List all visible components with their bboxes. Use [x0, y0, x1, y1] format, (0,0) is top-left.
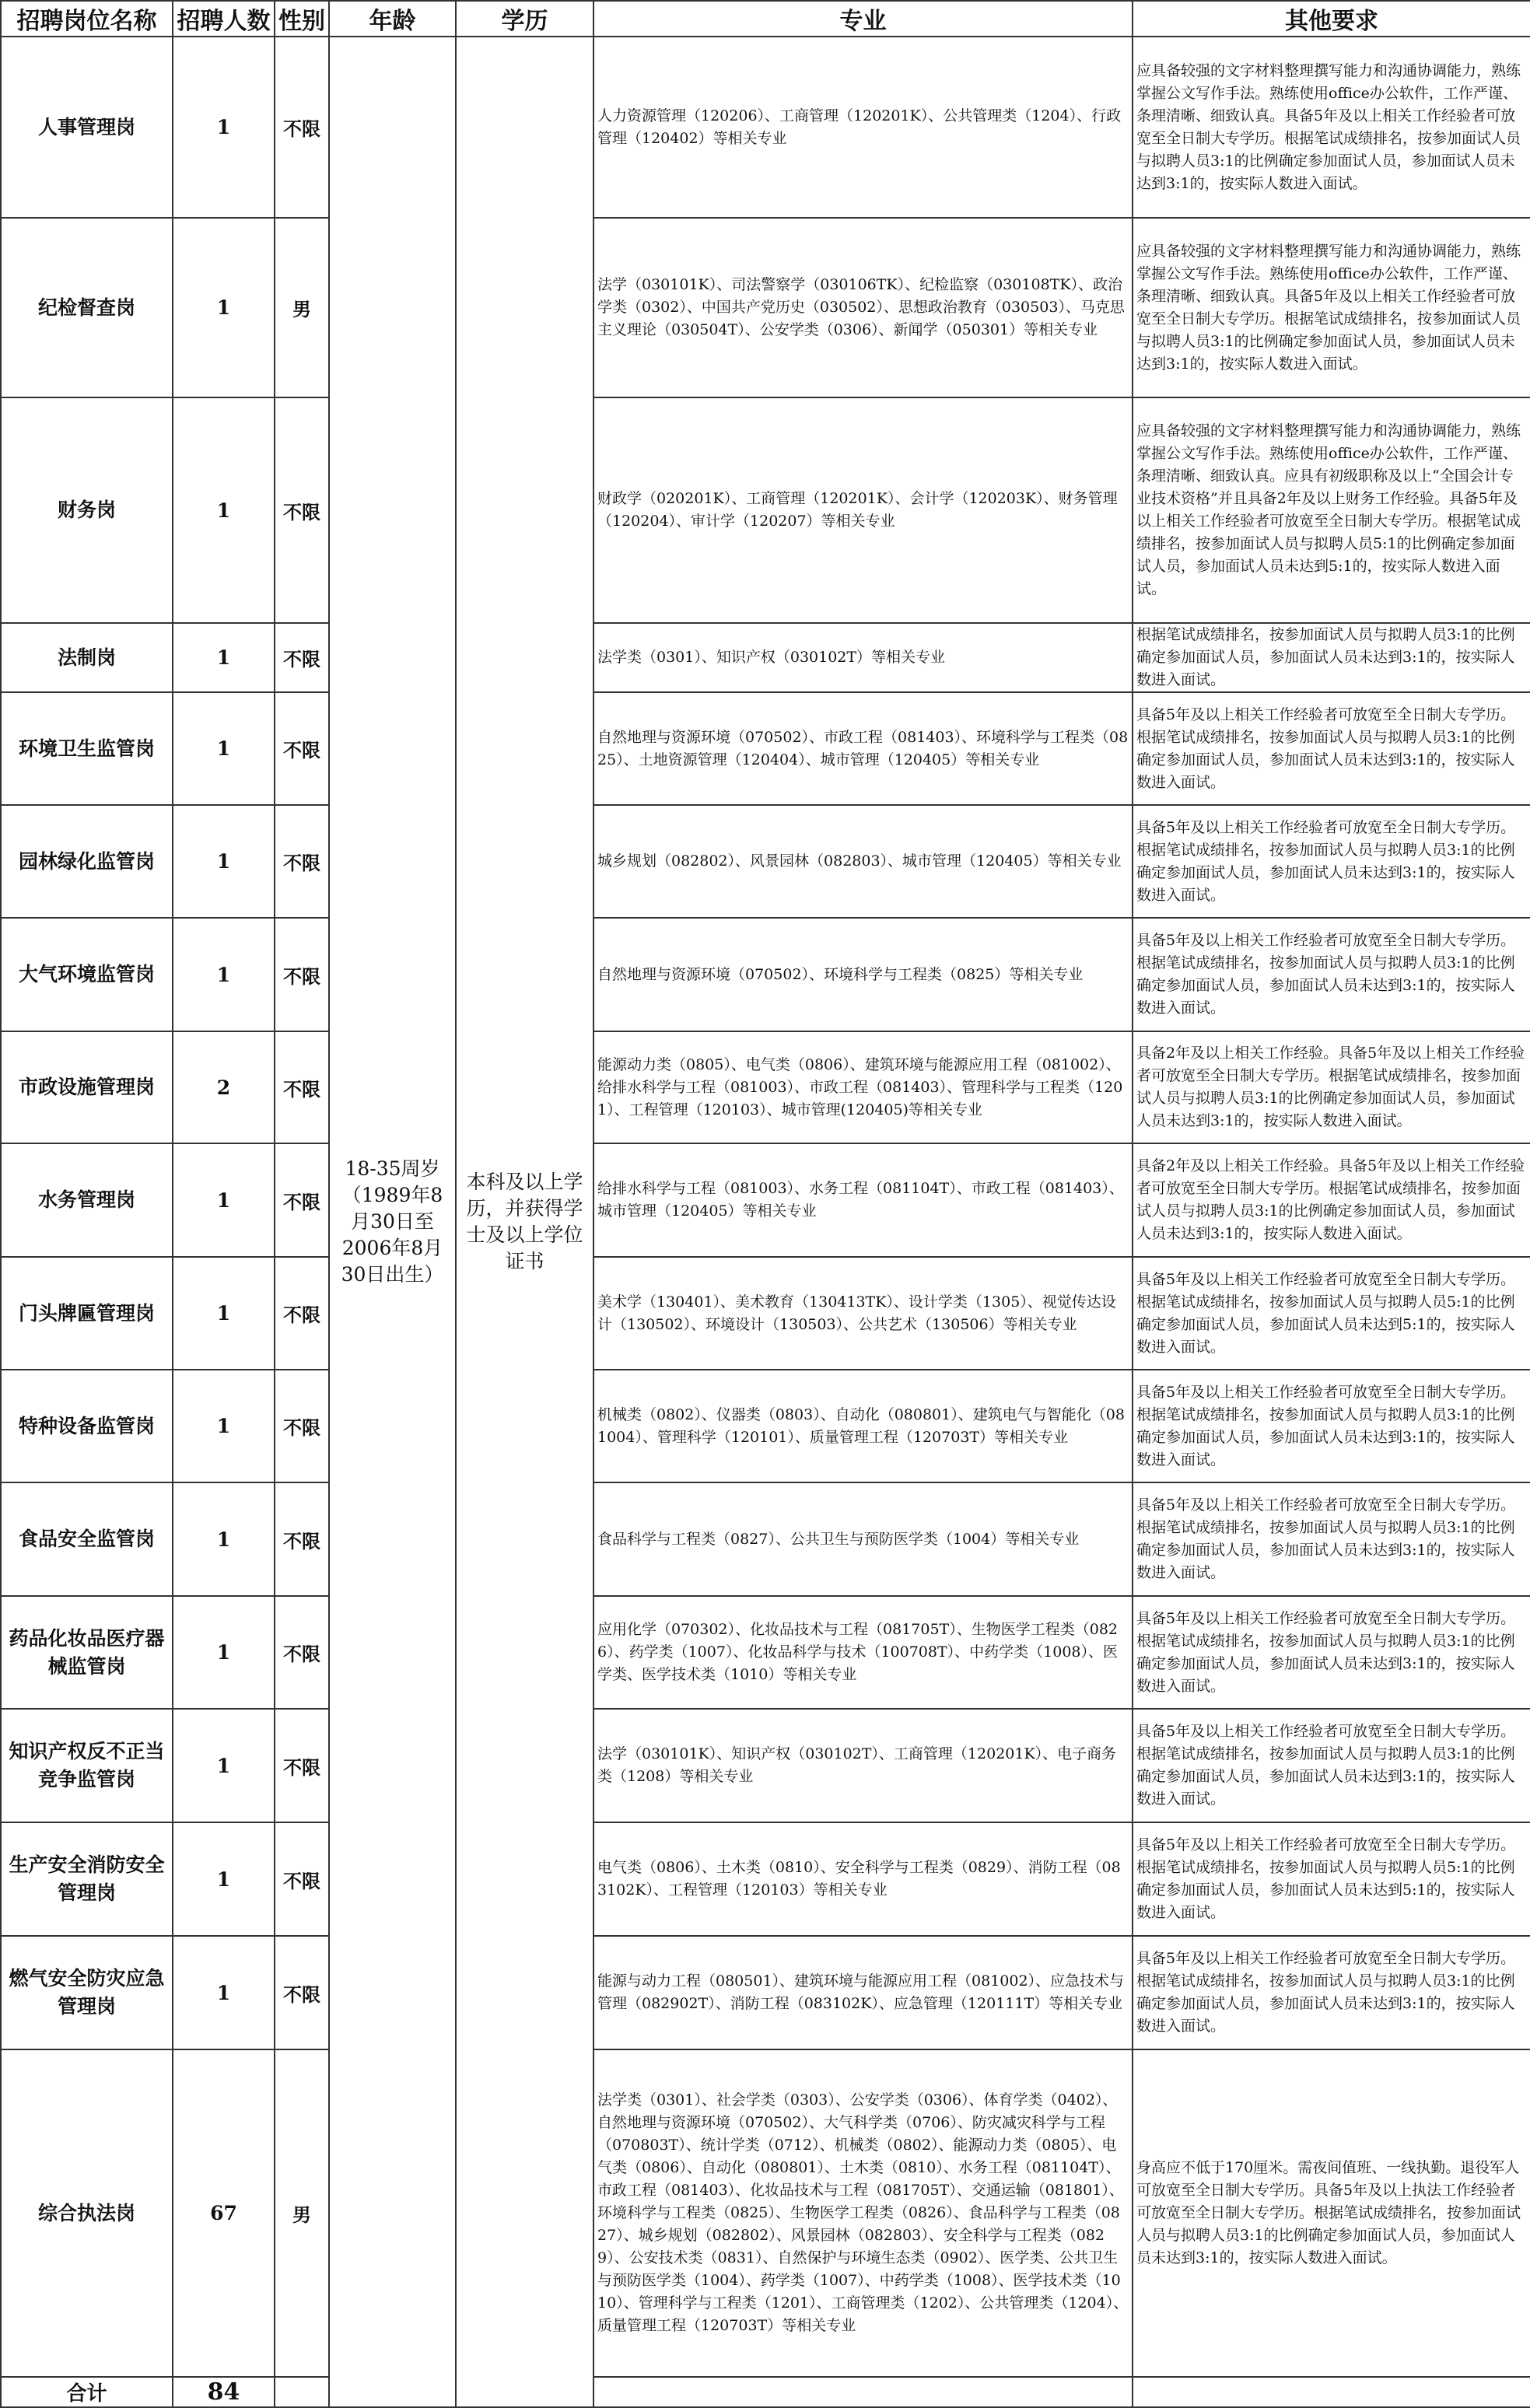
major-requirement: 法学类（0301）、知识产权（030102T）等相关专业: [593, 623, 1133, 692]
other-requirements: 具备2年及以上相关工作经验。具备5年及以上相关工作经验者可放宽至全日制大专学历。根据笔试成绩排名，按参加面试人员与拟聘人员3:1的比例确定参加面试人员，参加面试人员未达到3:1的，按实际人数进入面试。: [1133, 1031, 1530, 1143]
position-name: 知识产权反不正当竞争监管岗: [1, 1709, 173, 1822]
headcount: 1: [173, 1936, 275, 2049]
table-row: [1, 1257, 1530, 1370]
age-requirement: 18-35周岁（1989年8月30日至2006年8月30日出生）: [329, 37, 456, 2407]
position-name: 食品安全监管岗: [1, 1482, 173, 1596]
header-other-requirements: 其他要求: [1133, 1, 1530, 37]
gender: 不限: [275, 1822, 329, 1936]
other-requirements: 具备5年及以上相关工作经验者可放宽至全日制大专学历。根据笔试成绩排名，按参加面试人员与拟聘人员5:1的比例确定参加面试人员，参加面试人员未达到5:1的，按实际人数进入面试。: [1133, 1257, 1530, 1370]
gender: 不限: [275, 1370, 329, 1482]
major-requirement: 自然地理与资源环境（070502）、市政工程（081403）、环境科学与工程类（0825）、土地资源管理（120404）、城市管理（120405）等相关专业: [593, 692, 1133, 805]
position-name: 药品化妆品医疗器械监管岗: [1, 1596, 173, 1709]
gender: 不限: [275, 1031, 329, 1143]
gender: 男: [275, 218, 329, 397]
other-requirements: 具备5年及以上相关工作经验者可放宽至全日制大专学历。根据笔试成绩排名，按参加面试人员与拟聘人员3:1的比例确定参加面试人员，参加面试人员未达到3:1的，按实际人数进入面试。: [1133, 918, 1530, 1031]
total-major-empty: [593, 2377, 1133, 2407]
gender: 男: [275, 2049, 329, 2377]
table-row: [1, 805, 1530, 918]
total-value: 84: [173, 2377, 275, 2407]
headcount: 2: [173, 1031, 275, 1143]
other-requirements: 具备5年及以上相关工作经验者可放宽至全日制大专学历。根据笔试成绩排名，按参加面试人员与拟聘人员3:1的比例确定参加面试人员，参加面试人员未达到3:1的，按实际人数进入面试。: [1133, 1709, 1530, 1822]
gender: 不限: [275, 1936, 329, 2049]
headcount: 1: [173, 1143, 275, 1257]
total-other-empty: [1133, 2377, 1530, 2407]
table-row: [1, 37, 1530, 218]
table-row: [1, 1482, 1530, 1596]
table-row: [1, 218, 1530, 397]
other-requirements: 具备5年及以上相关工作经验者可放宽至全日制大专学历。根据笔试成绩排名，按参加面试人员与拟聘人员5:1的比例确定参加面试人员，参加面试人员未达到5:1的，按实际人数进入面试。: [1133, 1822, 1530, 1936]
headcount: 1: [173, 1822, 275, 1936]
position-name: 特种设备监管岗: [1, 1370, 173, 1482]
table-row: [1, 918, 1530, 1031]
headcount: 1: [173, 1370, 275, 1482]
major-requirement: 法学（030101K）、司法警察学（030106TK）、纪检监察（030108TK）、政治学类（0302）、中国共产党历史（030502）、思想政治教育（030503）、马克思主义理论（030504T）、公安学类（0306）、新闻学（050301）等相关专业: [593, 218, 1133, 397]
position-name: 燃气安全防灾应急管理岗: [1, 1936, 173, 2049]
position-name: 人事管理岗: [1, 37, 173, 218]
major-requirement: 城乡规划（082802）、风景园林（082803）、城市管理（120405）等相关专业: [593, 805, 1133, 918]
headcount: 1: [173, 805, 275, 918]
other-requirements: 根据笔试成绩排名，按参加面试人员与拟聘人员3:1的比例确定参加面试人员，参加面试人员未达到3:1的，按实际人数进入面试。: [1133, 623, 1530, 692]
position-name: 水务管理岗: [1, 1143, 173, 1257]
major-requirement: 应用化学（070302）、化妆品技术与工程（081705T）、生物医学工程类（0826）、药学类（1007）、化妆品科学与技术（100708T）、中药学类（1008）、医学类、医学技术类（1010）等相关专业: [593, 1596, 1133, 1709]
major-requirement: 美术学（130401）、美术教育（130413TK）、设计学类（1305）、视觉传达设计（130502）、环境设计（130503）、公共艺术（130506）等相关专业: [593, 1257, 1133, 1370]
gender: 不限: [275, 1709, 329, 1822]
position-name: 门头牌匾管理岗: [1, 1257, 173, 1370]
other-requirements: 具备5年及以上相关工作经验者可放宽至全日制大专学历。根据笔试成绩排名，按参加面试人员与拟聘人员3:1的比例确定参加面试人员，参加面试人员未达到3:1的，按实际人数进入面试。: [1133, 1482, 1530, 1596]
major-requirement: 法学类（0301）、社会学类（0303）、公安学类（0306）、体育学类（0402）、自然地理与资源环境（070502）、大气科学类（0706）、防灾减灾科学与工程（070803T）、统计学类（0712）、机械类（0802）、能源动力类（0805）、电气类（0806）、自动化（080801）、土木类（0810）、水务工程（081104T）、市政工程（081403）、化妆品技术与工程（081705T）、交通运输（081801）、环境科学与工程类（0825）、生物医学工程类（0826）、食品科学与工程类（0827）、城乡规划（082802）、风景园林（082803）、安全科学与工程类（0829）、公安技术类（0831）、自然保护与环境生态类（0902）、医学类、公共卫生与预防医学类（1004）、药学类（1007）、中药学类（1008）、医学技术类（1010）、管理科学与工程类（1201）、工商管理类（1202）、公共管理类（1204）、质量管理工程（120703T）等相关专业: [593, 2049, 1133, 2377]
major-requirement: 给排水科学与工程（081003）、水务工程（081104T）、市政工程（081403）、城市管理（120405）等相关专业: [593, 1143, 1133, 1257]
major-requirement: 食品科学与工程类（0827）、公共卫生与预防医学类（1004）等相关专业: [593, 1482, 1133, 1596]
table-row: [1, 692, 1530, 805]
major-requirement: 电气类（0806）、土木类（0810）、安全科学与工程类（0829）、消防工程（083102K）、工程管理（120103）等相关专业: [593, 1822, 1133, 1936]
other-requirements: 具备5年及以上相关工作经验者可放宽至全日制大专学历。根据笔试成绩排名，按参加面试人员与拟聘人员3:1的比例确定参加面试人员，参加面试人员未达到3:1的，按实际人数进入面试。: [1133, 1936, 1530, 2049]
position-name: 市政设施管理岗: [1, 1031, 173, 1143]
position-name: 生产安全消防安全管理岗: [1, 1822, 173, 1936]
major-requirement: 机械类（0802）、仪器类（0803）、自动化（080801）、建筑电气与智能化（081004）、管理科学（120101）、质量管理工程（120703T）等相关专业: [593, 1370, 1133, 1482]
headcount: 1: [173, 1482, 275, 1596]
headcount: 1: [173, 1257, 275, 1370]
position-name: 环境卫生监管岗: [1, 692, 173, 805]
table-row: [1, 2049, 1530, 2377]
other-requirements: 应具备较强的文字材料整理撰写能力和沟通协调能力，熟练掌握公文写作手法。熟练使用office办公软件，工作严谨、条理清晰、细致认真。具备5年及以上相关工作经验者可放宽至全日制大专学历。根据笔试成绩排名，按参加面试人员与拟聘人员3:1的比例确定参加面试人员，参加面试人员未达到3:1的，按实际人数进入面试。: [1133, 37, 1530, 218]
table-row: [1, 1143, 1530, 1257]
position-name: 法制岗: [1, 623, 173, 692]
header-major: 专业: [593, 1, 1133, 37]
position-name: 大气环境监管岗: [1, 918, 173, 1031]
table-body: [1, 37, 1530, 2407]
gender: 不限: [275, 1482, 329, 1596]
headcount: 1: [173, 218, 275, 397]
table-row: [1, 1031, 1530, 1143]
gender: 不限: [275, 1596, 329, 1709]
major-requirement: 能源动力类（0805）、电气类（0806）、建筑环境与能源应用工程（081002）、给排水科学与工程（081003）、市政工程（081403）、管理科学与工程类（1201）、工程管理（120103）、城市管理(120405)等相关专业: [593, 1031, 1133, 1143]
major-requirement: 人力资源管理（120206）、工商管理（120201K）、公共管理类（1204）、行政管理（120402）等相关专业: [593, 37, 1133, 218]
headcount: 1: [173, 397, 275, 623]
table-row: [1, 1709, 1530, 1822]
gender: 不限: [275, 397, 329, 623]
headcount: 1: [173, 692, 275, 805]
headcount: 67: [173, 2049, 275, 2377]
other-requirements: 具备5年及以上相关工作经验者可放宽至全日制大专学历。根据笔试成绩排名，按参加面试人员与拟聘人员3:1的比例确定参加面试人员，参加面试人员未达到3:1的，按实际人数进入面试。: [1133, 1370, 1530, 1482]
headcount: 1: [173, 623, 275, 692]
major-requirement: 法学（030101K）、知识产权（030102T）、工商管理（120201K）、电子商务类（1208）等相关专业: [593, 1709, 1133, 1822]
gender: 不限: [275, 37, 329, 218]
headcount: 1: [173, 37, 275, 218]
major-requirement: 能源与动力工程（080501）、建筑环境与能源应用工程（081002）、应急技术与管理（082902T）、消防工程（083102K）、应急管理（120111T）等相关专业: [593, 1936, 1133, 2049]
total-row: [1, 2377, 1530, 2407]
total-label: 合计: [1, 2377, 173, 2407]
table-row: [1, 1936, 1530, 2049]
other-requirements: 身高应不低于170厘米。需夜间值班、一线执勤。退役军人可放宽至全日制大专学历。具备5年及以上执法工作经验者可放宽至全日制大专学历。根据笔试成绩排名，按参加面试人员与拟聘人员3:1的比例确定参加面试人员，参加面试人员未达到3:1的，按实际人数进入面试。: [1133, 2049, 1530, 2377]
header-age: 年龄: [329, 1, 456, 37]
total-gender-empty: [275, 2377, 329, 2407]
table-row: [1, 1822, 1530, 1936]
position-name: 综合执法岗: [1, 2049, 173, 2377]
header-row: [1, 1, 1530, 37]
position-name: 财务岗: [1, 397, 173, 623]
headcount: 1: [173, 1596, 275, 1709]
major-requirement: 自然地理与资源环境（070502）、环境科学与工程类（0825）等相关专业: [593, 918, 1133, 1031]
table-row: [1, 1370, 1530, 1482]
other-requirements: 具备2年及以上相关工作经验。具备5年及以上相关工作经验者可放宽至全日制大专学历。根据笔试成绩排名，按参加面试人员与拟聘人员3:1的比例确定参加面试人员，参加面试人员未达到3:1的，按实际人数进入面试。: [1133, 1143, 1530, 1257]
gender: 不限: [275, 1257, 329, 1370]
gender: 不限: [275, 692, 329, 805]
other-requirements: 具备5年及以上相关工作经验者可放宽至全日制大专学历。根据笔试成绩排名，按参加面试人员与拟聘人员3:1的比例确定参加面试人员，参加面试人员未达到3:1的，按实际人数进入面试。: [1133, 1596, 1530, 1709]
other-requirements: 应具备较强的文字材料整理撰写能力和沟通协调能力，熟练掌握公文写作手法。熟练使用office办公软件，工作严谨、条理清晰、细致认真。应具有初级职称及以上“全国会计专业技术资格”并且具备2年及以上财务工作经验。具备5年及以上相关工作经验者可放宽至全日制大专学历。根据笔试成绩排名，按参加面试人员与拟聘人员5:1的比例确定参加面试人员，参加面试人员未达到5:1的，按实际人数进入面试。: [1133, 397, 1530, 623]
gender: 不限: [275, 623, 329, 692]
gender: 不限: [275, 1143, 329, 1257]
table-row: [1, 1596, 1530, 1709]
position-name: 纪检督查岗: [1, 218, 173, 397]
table-row: [1, 397, 1530, 623]
major-requirement: 财政学（020201K）、工商管理（120201K）、会计学（120203K）、财务管理（120204）、审计学（120207）等相关专业: [593, 397, 1133, 623]
other-requirements: 应具备较强的文字材料整理撰写能力和沟通协调能力，熟练掌握公文写作手法。熟练使用office办公软件，工作严谨、条理清晰、细致认真。具备5年及以上相关工作经验者可放宽至全日制大专学历。根据笔试成绩排名，按参加面试人员与拟聘人员3:1的比例确定参加面试人员，参加面试人员未达到3:1的，按实际人数进入面试。: [1133, 218, 1530, 397]
header-education: 学历: [456, 1, 593, 37]
headcount: 1: [173, 1709, 275, 1822]
gender: 不限: [275, 918, 329, 1031]
position-name: 园林绿化监管岗: [1, 805, 173, 918]
table-row: [1, 623, 1530, 692]
other-requirements: 具备5年及以上相关工作经验者可放宽至全日制大专学历。根据笔试成绩排名，按参加面试人员与拟聘人员3:1的比例确定参加面试人员，参加面试人员未达到3:1的，按实际人数进入面试。: [1133, 692, 1530, 805]
header-position: 招聘岗位名称: [1, 1, 173, 37]
other-requirements: 具备5年及以上相关工作经验者可放宽至全日制大专学历。根据笔试成绩排名，按参加面试人员与拟聘人员3:1的比例确定参加面试人员，参加面试人员未达到3:1的，按实际人数进入面试。: [1133, 805, 1530, 918]
header-count: 招聘人数: [173, 1, 275, 37]
gender: 不限: [275, 805, 329, 918]
education-requirement: 本科及以上学历，并获得学士及以上学位证书: [456, 37, 593, 2407]
header-gender: 性别: [275, 1, 329, 37]
headcount: 1: [173, 918, 275, 1031]
